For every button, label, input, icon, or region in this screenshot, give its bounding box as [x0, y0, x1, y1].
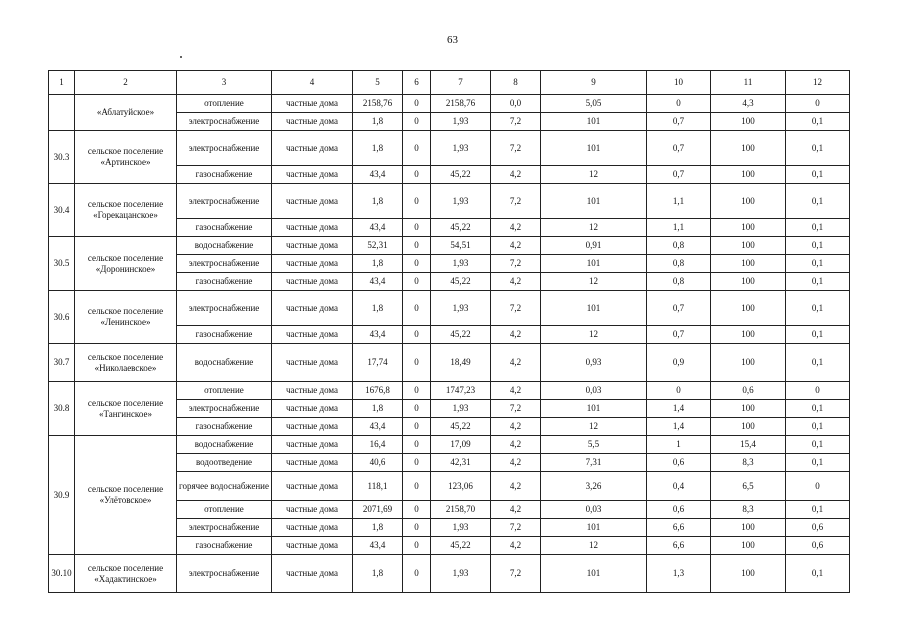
- value-cell: 0,8: [647, 273, 711, 291]
- value-cell: 1,8: [353, 555, 403, 593]
- value-cell: 0,7: [647, 113, 711, 131]
- value-cell: 12: [541, 537, 647, 555]
- value-cell: 1,93: [431, 291, 491, 326]
- consumer-type-cell: частные дома: [272, 255, 353, 273]
- table-row: [49, 291, 850, 326]
- value-cell: 7,2: [491, 255, 541, 273]
- utility-type-cell: газоснабжение: [177, 537, 272, 555]
- value-cell: 0: [403, 113, 431, 131]
- value-cell: 0,1: [786, 131, 850, 166]
- table-row: [49, 555, 850, 593]
- value-cell: 0: [403, 436, 431, 454]
- value-cell: 4,2: [491, 237, 541, 255]
- value-cell: 100: [711, 184, 786, 219]
- settlement-name-cell: сельское поселение «Доронинское»: [75, 237, 177, 291]
- value-cell: 0: [403, 501, 431, 519]
- table-row: [49, 95, 850, 113]
- value-cell: 0,1: [786, 501, 850, 519]
- utility-type-cell: отопление: [177, 382, 272, 400]
- value-cell: 1,8: [353, 400, 403, 418]
- value-cell: 0: [403, 537, 431, 555]
- value-cell: 0,6: [647, 454, 711, 472]
- value-cell: 0: [403, 237, 431, 255]
- value-cell: 100: [711, 273, 786, 291]
- value-cell: 0: [403, 344, 431, 382]
- value-cell: 0,91: [541, 237, 647, 255]
- value-cell: 100: [711, 237, 786, 255]
- value-cell: 43,4: [353, 537, 403, 555]
- value-cell: 0,1: [786, 454, 850, 472]
- consumer-type-cell: частные дома: [272, 344, 353, 382]
- value-cell: 0,03: [541, 501, 647, 519]
- value-cell: 45,22: [431, 537, 491, 555]
- value-cell: 1,8: [353, 255, 403, 273]
- consumer-type-cell: частные дома: [272, 166, 353, 184]
- value-cell: 1,8: [353, 184, 403, 219]
- value-cell: 2071,69: [353, 501, 403, 519]
- value-cell: 1,1: [647, 184, 711, 219]
- col-header: 11: [711, 71, 786, 95]
- value-cell: 100: [711, 131, 786, 166]
- utility-type-cell: электроснабжение: [177, 519, 272, 537]
- value-cell: 0: [403, 400, 431, 418]
- value-cell: 1,93: [431, 184, 491, 219]
- value-cell: 7,2: [491, 519, 541, 537]
- value-cell: 100: [711, 291, 786, 326]
- value-cell: 100: [711, 418, 786, 436]
- utility-type-cell: газоснабжение: [177, 326, 272, 344]
- value-cell: 0: [403, 95, 431, 113]
- value-cell: 0,7: [647, 131, 711, 166]
- value-cell: 101: [541, 291, 647, 326]
- value-cell: 7,2: [491, 131, 541, 166]
- table-row: [49, 237, 850, 255]
- settlement-name-cell: сельское поселение «Артинское»: [75, 131, 177, 184]
- col-header: 8: [491, 71, 541, 95]
- value-cell: 1,3: [647, 555, 711, 593]
- value-cell: 0,8: [647, 255, 711, 273]
- value-cell: 100: [711, 255, 786, 273]
- value-cell: 4,2: [491, 326, 541, 344]
- value-cell: 7,2: [491, 291, 541, 326]
- consumer-type-cell: частные дома: [272, 273, 353, 291]
- value-cell: 0: [403, 166, 431, 184]
- utility-type-cell: электроснабжение: [177, 291, 272, 326]
- value-cell: 0: [403, 184, 431, 219]
- consumer-type-cell: частные дома: [272, 501, 353, 519]
- utility-type-cell: горячее водоснабжение: [177, 472, 272, 501]
- consumer-type-cell: частные дома: [272, 382, 353, 400]
- value-cell: 3,26: [541, 472, 647, 501]
- value-cell: 45,22: [431, 326, 491, 344]
- value-cell: 0,1: [786, 113, 850, 131]
- value-cell: 7,2: [491, 113, 541, 131]
- table-body: [49, 95, 850, 593]
- value-cell: 0: [403, 291, 431, 326]
- consumer-type-cell: частные дома: [272, 113, 353, 131]
- value-cell: 12: [541, 273, 647, 291]
- consumer-type-cell: частные дома: [272, 454, 353, 472]
- value-cell: 42,31: [431, 454, 491, 472]
- value-cell: 12: [541, 326, 647, 344]
- value-cell: 0: [403, 273, 431, 291]
- value-cell: 0,1: [786, 219, 850, 237]
- value-cell: 7,31: [541, 454, 647, 472]
- value-cell: 0: [786, 382, 850, 400]
- value-cell: 8,3: [711, 454, 786, 472]
- table-header: [49, 71, 850, 95]
- value-cell: 123,06: [431, 472, 491, 501]
- value-cell: 16,4: [353, 436, 403, 454]
- col-header: 3: [177, 71, 272, 95]
- consumer-type-cell: частные дома: [272, 291, 353, 326]
- section-number-cell: 30.4: [49, 184, 75, 237]
- value-cell: 1,8: [353, 291, 403, 326]
- value-cell: 4,2: [491, 418, 541, 436]
- value-cell: 0,8: [647, 237, 711, 255]
- utility-type-cell: газоснабжение: [177, 273, 272, 291]
- value-cell: 1,4: [647, 418, 711, 436]
- value-cell: 1,93: [431, 400, 491, 418]
- value-cell: 101: [541, 131, 647, 166]
- value-cell: 7,2: [491, 400, 541, 418]
- value-cell: 1,93: [431, 255, 491, 273]
- value-cell: 7,2: [491, 184, 541, 219]
- value-cell: 0,1: [786, 291, 850, 326]
- value-cell: 1,93: [431, 113, 491, 131]
- value-cell: 4,2: [491, 382, 541, 400]
- settlement-name-cell: сельское поселение «Ленинское»: [75, 291, 177, 344]
- value-cell: 100: [711, 326, 786, 344]
- value-cell: 0,6: [786, 537, 850, 555]
- value-cell: 40,6: [353, 454, 403, 472]
- value-cell: 1,8: [353, 519, 403, 537]
- value-cell: 6,6: [647, 537, 711, 555]
- value-cell: 0,1: [786, 418, 850, 436]
- value-cell: 100: [711, 166, 786, 184]
- value-cell: 1747,23: [431, 382, 491, 400]
- value-cell: 4,2: [491, 454, 541, 472]
- table-row: [49, 131, 850, 166]
- value-cell: 100: [711, 400, 786, 418]
- utility-type-cell: водоснабжение: [177, 436, 272, 454]
- value-cell: 0: [403, 255, 431, 273]
- page-number: 63: [447, 34, 458, 46]
- value-cell: 0,6: [711, 382, 786, 400]
- value-cell: 0,4: [647, 472, 711, 501]
- utility-type-cell: электроснабжение: [177, 113, 272, 131]
- value-cell: 45,22: [431, 219, 491, 237]
- consumer-type-cell: частные дома: [272, 400, 353, 418]
- col-header: 5: [353, 71, 403, 95]
- value-cell: 1: [647, 436, 711, 454]
- value-cell: 0: [403, 382, 431, 400]
- section-number-cell: 30.9: [49, 436, 75, 555]
- utility-type-cell: водоснабжение: [177, 344, 272, 382]
- value-cell: 7,2: [491, 555, 541, 593]
- value-cell: 100: [711, 113, 786, 131]
- value-cell: 0: [403, 519, 431, 537]
- table-row: [49, 382, 850, 400]
- value-cell: 4,2: [491, 537, 541, 555]
- value-cell: 0: [786, 472, 850, 501]
- consumer-type-cell: частные дома: [272, 131, 353, 166]
- value-cell: 0,1: [786, 344, 850, 382]
- col-header: 2: [75, 71, 177, 95]
- col-header: 1: [49, 71, 75, 95]
- col-header: 12: [786, 71, 850, 95]
- utility-type-cell: газоснабжение: [177, 166, 272, 184]
- col-header: 7: [431, 71, 491, 95]
- value-cell: 101: [541, 255, 647, 273]
- value-cell: 0,1: [786, 255, 850, 273]
- value-cell: 100: [711, 219, 786, 237]
- value-cell: 0: [403, 555, 431, 593]
- value-cell: 17,09: [431, 436, 491, 454]
- value-cell: 101: [541, 400, 647, 418]
- value-cell: 0,1: [786, 326, 850, 344]
- consumer-type-cell: частные дома: [272, 555, 353, 593]
- utility-type-cell: электроснабжение: [177, 400, 272, 418]
- section-number-cell: 30.10: [49, 555, 75, 593]
- value-cell: 118,1: [353, 472, 403, 501]
- value-cell: 4,2: [491, 472, 541, 501]
- value-cell: 5,5: [541, 436, 647, 454]
- value-cell: 0: [647, 382, 711, 400]
- value-cell: 6,5: [711, 472, 786, 501]
- utility-type-cell: газоснабжение: [177, 418, 272, 436]
- value-cell: 4,2: [491, 436, 541, 454]
- value-cell: 101: [541, 519, 647, 537]
- value-cell: 0,7: [647, 326, 711, 344]
- value-cell: 1,8: [353, 131, 403, 166]
- value-cell: 8,3: [711, 501, 786, 519]
- table-row: [49, 344, 850, 382]
- consumer-type-cell: частные дома: [272, 237, 353, 255]
- value-cell: 0,03: [541, 382, 647, 400]
- consumer-type-cell: частные дома: [272, 418, 353, 436]
- value-cell: 100: [711, 344, 786, 382]
- value-cell: 1,93: [431, 555, 491, 593]
- value-cell: 4,2: [491, 344, 541, 382]
- value-cell: 4,2: [491, 166, 541, 184]
- value-cell: 1,4: [647, 400, 711, 418]
- value-cell: 45,22: [431, 273, 491, 291]
- value-cell: 43,4: [353, 326, 403, 344]
- value-cell: 4,3: [711, 95, 786, 113]
- value-cell: 4,2: [491, 501, 541, 519]
- col-header: 10: [647, 71, 711, 95]
- value-cell: 100: [711, 537, 786, 555]
- value-cell: 1,8: [353, 113, 403, 131]
- consumer-type-cell: частные дома: [272, 519, 353, 537]
- settlement-name-cell: сельское поселение «Хадактинское»: [75, 555, 177, 593]
- value-cell: 101: [541, 555, 647, 593]
- value-cell: 100: [711, 519, 786, 537]
- utility-type-cell: электроснабжение: [177, 555, 272, 593]
- utility-type-cell: электроснабжение: [177, 184, 272, 219]
- value-cell: 6,6: [647, 519, 711, 537]
- value-cell: 0,0: [491, 95, 541, 113]
- value-cell: 0: [403, 418, 431, 436]
- value-cell: 12: [541, 219, 647, 237]
- settlement-name-cell: сельское поселение «Улётовское»: [75, 436, 177, 555]
- utility-type-cell: газоснабжение: [177, 219, 272, 237]
- value-cell: 0,7: [647, 166, 711, 184]
- value-cell: 0: [403, 219, 431, 237]
- value-cell: 52,31: [353, 237, 403, 255]
- section-number-cell: 30.3: [49, 131, 75, 184]
- value-cell: 1,93: [431, 131, 491, 166]
- value-cell: 4,2: [491, 219, 541, 237]
- value-cell: 0,6: [786, 519, 850, 537]
- value-cell: 43,4: [353, 219, 403, 237]
- value-cell: 0,7: [647, 291, 711, 326]
- value-cell: 12: [541, 166, 647, 184]
- value-cell: 0,1: [786, 166, 850, 184]
- table-row: [49, 184, 850, 219]
- value-cell: 0,1: [786, 184, 850, 219]
- value-cell: 2158,70: [431, 501, 491, 519]
- settlement-name-cell: сельское поселение «Николаевское»: [75, 344, 177, 382]
- value-cell: 0,93: [541, 344, 647, 382]
- value-cell: 43,4: [353, 273, 403, 291]
- section-number-cell: [49, 95, 75, 131]
- value-cell: 43,4: [353, 418, 403, 436]
- value-cell: 18,49: [431, 344, 491, 382]
- value-cell: 0,1: [786, 555, 850, 593]
- value-cell: 0,1: [786, 273, 850, 291]
- value-cell: 0,1: [786, 436, 850, 454]
- value-cell: 12: [541, 418, 647, 436]
- value-cell: 0: [647, 95, 711, 113]
- value-cell: 45,22: [431, 418, 491, 436]
- section-number-cell: 30.7: [49, 344, 75, 382]
- value-cell: 101: [541, 184, 647, 219]
- value-cell: 5,05: [541, 95, 647, 113]
- value-cell: 15,4: [711, 436, 786, 454]
- section-number-cell: 30.8: [49, 382, 75, 436]
- col-header: 4: [272, 71, 353, 95]
- value-cell: 54,51: [431, 237, 491, 255]
- value-cell: 100: [711, 555, 786, 593]
- utility-type-cell: отопление: [177, 95, 272, 113]
- col-header: 6: [403, 71, 431, 95]
- value-cell: 0: [403, 454, 431, 472]
- utility-type-cell: отопление: [177, 501, 272, 519]
- value-cell: 0: [786, 95, 850, 113]
- consumer-type-cell: частные дома: [272, 95, 353, 113]
- data-table: [48, 70, 850, 593]
- utility-type-cell: электроснабжение: [177, 255, 272, 273]
- value-cell: 4,2: [491, 273, 541, 291]
- utility-type-cell: электроснабжение: [177, 131, 272, 166]
- consumer-type-cell: частные дома: [272, 326, 353, 344]
- table-row: [49, 436, 850, 454]
- value-cell: 0: [403, 326, 431, 344]
- utility-type-cell: водоснабжение: [177, 237, 272, 255]
- value-cell: 1,1: [647, 219, 711, 237]
- value-cell: 0,1: [786, 237, 850, 255]
- value-cell: 1,93: [431, 519, 491, 537]
- settlement-name-cell: сельское поселение «Горекацанское»: [75, 184, 177, 237]
- value-cell: 2158,76: [353, 95, 403, 113]
- value-cell: 2158,76: [431, 95, 491, 113]
- value-cell: 0,6: [647, 501, 711, 519]
- col-header: 9: [541, 71, 647, 95]
- value-cell: 0: [403, 131, 431, 166]
- value-cell: 43,4: [353, 166, 403, 184]
- section-number-cell: 30.5: [49, 237, 75, 291]
- value-cell: 0,1: [786, 400, 850, 418]
- consumer-type-cell: частные дома: [272, 472, 353, 501]
- value-cell: 1676,8: [353, 382, 403, 400]
- consumer-type-cell: частные дома: [272, 184, 353, 219]
- utility-type-cell: водоотведение: [177, 454, 272, 472]
- header-row: [49, 71, 850, 95]
- value-cell: 17,74: [353, 344, 403, 382]
- value-cell: 101: [541, 113, 647, 131]
- consumer-type-cell: частные дома: [272, 436, 353, 454]
- consumer-type-cell: частные дома: [272, 537, 353, 555]
- section-number-cell: 30.6: [49, 291, 75, 344]
- stray-dot: [180, 56, 182, 58]
- value-cell: 0,9: [647, 344, 711, 382]
- value-cell: 45,22: [431, 166, 491, 184]
- settlement-name-cell: «Аблатуйское»: [75, 95, 177, 131]
- value-cell: 0: [403, 472, 431, 501]
- settlement-name-cell: сельское поселение «Тангинское»: [75, 382, 177, 436]
- consumer-type-cell: частные дома: [272, 219, 353, 237]
